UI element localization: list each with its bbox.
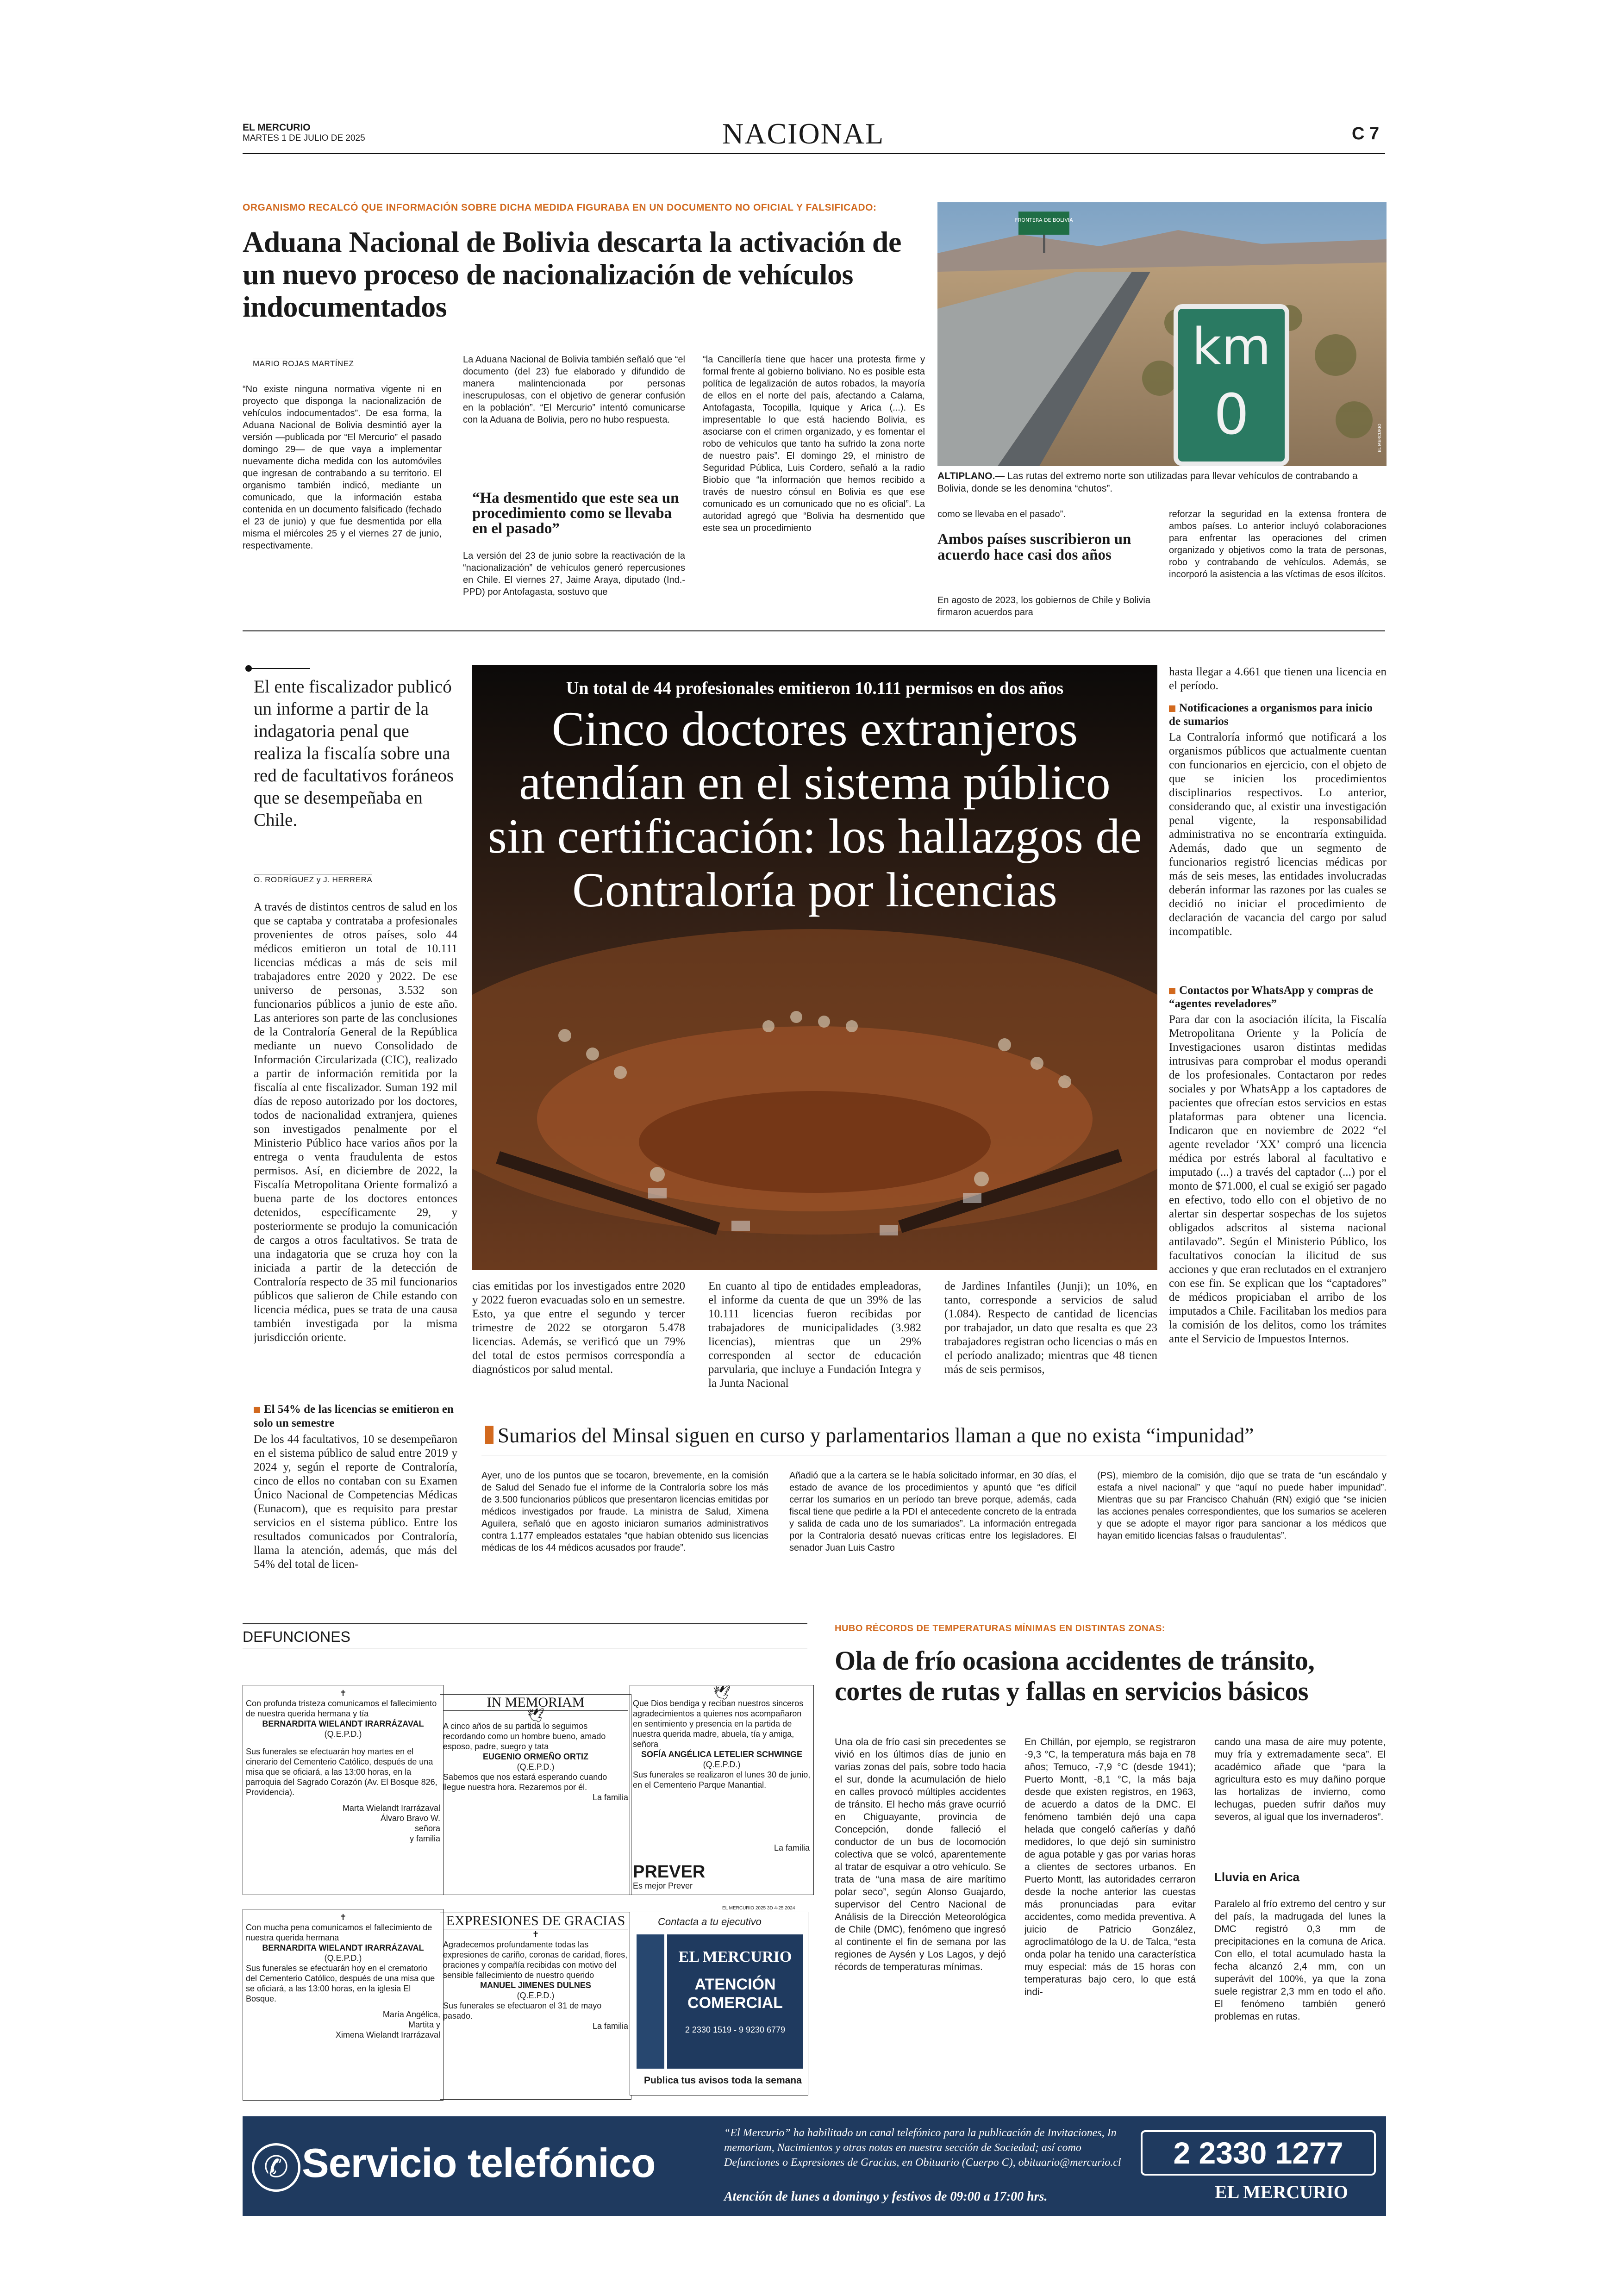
photo-credit: EL MERCURIO [1378, 424, 1382, 452]
ad-phone[interactable]: 2 2330 1277 [1141, 2130, 1376, 2176]
story3-col3: cando una masa de aire muy potente, muy fría y extremadamente seca”. El académico añade que “para la agricultura esto es muy dañino porque las hortalizas de invierno, como lechugas, pueden sufrir daños muy severos, al igual que los invernaderos”. [1214, 1737, 1386, 1822]
ad-phone-image [637, 1934, 664, 2069]
story1-col2a: La Aduana Nacional de Bolivia también señaló que “el documento (del 23) fue elaborado y difundido de manera malintencionada por personas inescrupulosas, con el objetivo de generar confusión en la población”. “El Mercurio” intentó comunicarse con la Aduana de Bolivia, pero no hubo respuesta. [463, 355, 685, 425]
story2-byline: O. RODRÍGUEZ y J. HERRERA [254, 874, 372, 885]
ad-brand: EL MERCURIO [1215, 2182, 1348, 2202]
story2-title: Cinco doctores extranjeros atendían en el sistema público sin certificación: los hallazgos de Contraloría por licencias [487, 702, 1142, 917]
ad-title: Servicio telefónico [302, 2140, 656, 2186]
ad-small-print: EL MERCURIO 2025 3D 4-25 2024 [722, 1906, 795, 1911]
dove-icon: 🕊 [712, 1685, 731, 1701]
phone-icon: ✆ [252, 2143, 300, 2192]
story2-right3: Para dar con la asociación ilícita, la Fiscalía Metropolitana Oriente y la Policía de Investigaciones usaron distintas medidas intrusivas para comprobar el modus operandi de los profesionales. Contactaron por redes sociales y por WhatsApp a los captadores de pacientes que ofrecían estos servicios en estas plataformas para obtener una licencia. Indicaron que en noviembre de 2022 “el agente revelador ‘XX’ compró una licencia médica por estrés laboral al facultativo e imputado (...) a través del captador (...) por el monto de $71.000, el cual se exigió ser pagado en efectivo, todo ello con el objetivo de no alertar sin despertar sospechas de los sujetos obligados adscritos al sistema nacional antilavado”. Según el Ministerio Público, los facultativos conocían la ilicitud de sus acciones y que eran reclutados en el extranjero con ese fin. Se explican que los “captadores” de médicos propiciaban el arribo de los imputados a Chile. Facilitaban los medios para la comisión de los delitos, como los trámites ante el Servicio de Impuestos Internos. [1169, 1013, 1387, 1345]
pullquote-rule [250, 668, 310, 669]
story2-right-subhead2 [1169, 984, 1387, 1010]
square-bullet [254, 1407, 260, 1413]
story1-caption [937, 470, 1387, 495]
page-number: C 7 [1352, 124, 1380, 143]
story2-right1: hasta llegar a 4.661 que tienen una licencia en el período. [1169, 666, 1387, 692]
story2-box-title: Sumarios del Minsal siguen en curso y parlamentarios llaman a que no exista “impunidad” [498, 1424, 1254, 1447]
cross-icon: ✝ [339, 1913, 347, 1922]
obit-sofia [630, 1685, 814, 1895]
story2-below2: En cuanto al tipo de entidades empleadoras, el informe da cuenta de que un 39% de las 10.111 licencias fueron recibidas por trabajadores de municipalidades (3.982 licencias), mientras que un 29% corresponden al sector de educación parvularia, que incluye a Fundación Integra y la Junta Nacional [708, 1280, 921, 1390]
story2-col1: A través de distintos centros de salud en los que se captaba y contrataba a profesionales provenientes de otros países, solo 44 médicos emitieron un total de 10.111 licencias médicas a más de seis mil trabajadores entre 2020 y 2022. De ese universo de personas, 3.532 son funcionarios públicos a junio de este año. Las anteriores son parte de las conclusiones de la Contraloría General de la República mediante un nuevo Consolidado de Información Circularizada (CIC), realizado a partir de información remitida por la fiscalía al ente fiscalizador. Suman 192 mil días de reposo autorizado por los doctores, todos de nacionalidad extranjera, quienes son investigados penalmente por el Ministerio Público hace varios años por la entrega o venta fraudulenta de estos permisos. Así, en diciembre de 2022, la Fiscalía Metropolitana Oriente formalizó a buena parte de los doctores entonces detenidos, específicamente 29, y posteriormente se produjo la comunicación de cargos a otros facultativos. Se trata de una indagatoria que se cruza hoy con la iniciada a partir de la detección de Contraloría respecto de 35 mil funcionarios públicos que salieron de Chile estando con licencia médica, pues se trata de una causa también investigada por la misma jurisdicción oriente. [254, 901, 457, 1344]
ad-contact: Contacta a tu ejecutivo [658, 1916, 762, 1927]
caption-text: Las rutas del extremo norte son utilizadas para llevar vehículos de contrabando a Bolivia, donde se les denomina “chutos”. [937, 471, 1358, 494]
story1-col2b: La versión del 23 de junio sobre la reactivación de la “nacionalización” de vehículos generó repercusiones en Chile. El viernes 27, Jaime Araya, diputado (Ind.-PPD) por Antofagasta, sostuvo que [463, 551, 685, 597]
memoriam-sign: La familia [592, 1793, 628, 1802]
obit2-intro: Con mucha pena comunicamos el fallecimiento de nuestra querida hermana [246, 1923, 432, 1942]
sofia-body: Sus funerales se realizaron el lunes 30 de junio, en el Cementerio Parque Manantial. [633, 1770, 811, 1790]
memoriam-name: EUGENIO ORMEÑO ORTIZ [482, 1752, 588, 1761]
road-sign-text: FRONTERA DE BOLIVIA [1015, 217, 1073, 223]
story3-col3-subhead: Lluvia en Arica [1214, 1870, 1299, 1884]
ad-hours: Atención de lunes a domingo y festivos de 09:00 a 17:00 hrs. [724, 2189, 1048, 2204]
story3-title: Ola de frío ocasiona accidentes de tránsito, cortes de rutas y fallas en servicios básicos [835, 1646, 1315, 1706]
gracias-sign: La familia [592, 2021, 628, 2031]
obit1-body: Sus funerales se efectuarán hoy martes en el cinerario del Cementerio Católico, después de una misa que se oficiará, a las 13:00 horas, en la parroquia del Sagrado Corazón (Av. El Bosque 826, Providencia). [246, 1747, 437, 1797]
gracias-header: EXPRESIONES DE GRACIAS [443, 1916, 628, 1929]
prever-tagline: Es mejor Prever [633, 1881, 693, 1890]
story2-col1-subhead [254, 1403, 457, 1430]
ad-text: “El Mercurio” ha habilitado un canal telefónico para la publicación de Invitaciones, In memoriam, Nacimientos y otras notas en nuestra sección de Sociedad; así como Defunciones o Expresiones de Gracias, en Obituario (Cuerpo C), obituario@mercurio.cl [724, 2127, 1121, 2169]
obit-1 [243, 1685, 443, 1895]
ad-service: ATENCIÓN COMERCIAL [687, 1976, 783, 2012]
servicio-telefonico-ad [243, 2116, 1386, 2216]
sofia-intro: Que Dios bendiga y reciban nuestros sinceros agradecimientos a quienes nos acompañaron en sentimiento y presencia en la partida de nuestra querida madre, abuela, tía y amiga, señora [633, 1699, 804, 1749]
obit-2 [243, 1909, 443, 2101]
ad-footer: Publica tus avisos toda la semana [644, 2075, 802, 2086]
story2-right2: La Contraloría informó que notificará a los organismos públicos que actualmente cuentan con funcionarios en ejercicio, con el objeto de que se inicien los procedimientos disciplinarios respectivos. Lo anterior, considerando que, al existir una investigación penal vigente, la responsabilidad administrativa no se encontraría extinguida. Además, dado que un segmento de funcionarios registró licencias médicas por más de seis meses, las entidades involucradas deberán informar las razones por las cuales se decidió no iniciar el procedimiento de declaración de vacancia del cargo por salud incompatible. [1169, 731, 1387, 938]
defunciones-top-rule [243, 1623, 807, 1624]
dove-icon: 🕊 [526, 1708, 545, 1723]
memoriam-qepd: (Q.E.P.D.) [517, 1762, 555, 1771]
story1-col4-subhead: Ambos países suscribieron un acuerdo hace casi dos años [937, 531, 1131, 563]
story3-kicker: HUBO RÉCORDS DE TEMPERATURAS MÍNIMAS EN DISTINTAS ZONAS: [835, 1623, 1165, 1634]
masthead-date: MARTES 1 DE JULIO DE 2025 [243, 133, 365, 143]
story1-col5: reforzar la seguridad en la extensa frontera de ambos países. Lo anterior incluyó colaboraciones para enfrentar las operaciones del crimen organizado y objetivos como la trata de personas, robo y contrabando de vehículos. Además, se incorporó la asistencia a las víctimas de esos ilícitos. [1169, 509, 1387, 580]
ad-phones: 2 2330 1519 - 9 9230 6779 [685, 2025, 786, 2034]
right-subhead1-text: Notificaciones a organismos para inicio de sumarios [1169, 702, 1373, 728]
defunciones-header: DEFUNCIONES [243, 1628, 350, 1645]
story3-col1: Una ola de frío casi sin precedentes se vivió en los últimos días de junio en varias zonas del país, sobre todo hacia el sur, donde la acumulación de hielo en calles provocó múltiples accidentes de tránsito. El hecho más grave ocurrió en Chiguayante, provincia de Concepción, donde falleció el conductor de un bus de locomoción colectiva que se volcó, aparentemente al tratar de esquivar a otro vehículo. Se trata de “una masa de aire marítimo polar seco”, según Alonso Guajardo, supervisor del Centro Nacional de Análisis de la Dirección Meteorológica de Chile (DMC), fenómeno que ingresó al continente el fin de semana por las regiones de Aysén y Los Lagos, y dejó récords de temperaturas mínimas. [835, 1737, 1006, 1972]
section-title: NACIONAL [722, 117, 885, 150]
story2-photo [472, 665, 1157, 1270]
memoriam-body: Sabemos que nos estará esperando cuando llegue nuestra hora. Rezaremos por él. [443, 1772, 607, 1792]
masthead-paper: EL MERCURIO [243, 122, 311, 133]
cross-icon: ✝ [532, 1930, 539, 1939]
gracias-intro: Agradecemos profundamente todas las expresiones de cariño, coronas de caridad, flores, oraciones y compañía recibidas con motivo del sensible fallecimiento de nuestro querido [443, 1940, 628, 1980]
story2-box1: Ayer, uno de los puntos que se tocaron, brevemente, en la comisión de Salud del Senado fue el informe de la Contraloría sobre los más de 3.500 funcionarios públicos que presentaron licencias emitidas por médicos investigados por fraude. La ministra de Salud, Ximena Aguilera, señaló que en agosto iniciaron sumarios administrativos contra 1.177 empleados estatales “que habían obtenido sus licencias médicas de los 44 médicos acusados por fraude”. [481, 1471, 768, 1553]
obit1-qepd: (Q.E.P.D.) [324, 1729, 362, 1739]
square-bullet [1169, 705, 1175, 712]
story2-pullquote: El ente fiscalizador publicó un informe a partir de la indagatoria penal que realiza la fiscalía sobre una red de facultativos foráneos que se desempeñaba en Chile. [254, 677, 454, 830]
sofia-sign: La familia [774, 1843, 810, 1852]
caption-lead: ALTIPLANO.— [937, 471, 1005, 481]
header-rule [243, 153, 1385, 154]
story1-col1: “No existe ninguna normativa vigente ni en proyecto que disponga la nacionalización de vehículos indocumentados”. De esa forma, la Aduana Nacional de Bolivia desmintió ayer la versión —publicada por “El Mercurio” el pasado domingo 29— de que vaya a implementar nuevamente dicha medida con los automóviles que ingresan de contrabando a su territorio. El organismo también indicó, mediante un comunicado, que la información estaba contenida en un documento falsificado (fechado el 23 de junio) y que fue desmentida por ella misma el miércoles 25 y el viernes 27 de junio, respectivamente. [243, 384, 442, 551]
story2-right-subhead1 [1169, 701, 1387, 728]
story2-below3: de Jardines Infantiles (Junji); un 10%, en tanto, corresponde a servicios de salud (1.084). Respecto de cantidad de licencias por trabajador, un dato que resalta es que 23 trabajadores registran ocho licencias o más en el período analizado; mientras que 48 tienen más de seis permisos, [944, 1280, 1157, 1376]
story1-col2-subhead: “Ha desmentido que este sea un procedimiento como se llevaba en el pasado” [472, 490, 679, 537]
sofia-name: SOFÍA ANGÉLICA LETELIER SCHWINGE [641, 1750, 802, 1759]
obit1-intro: Con profunda tristeza comunicamos el fallecimiento de nuestra querida hermana y tía [246, 1699, 437, 1718]
story2-box3: (PS), miembro de la comisión, dijo que se trata de “un escándalo y estafa a nivel nacional” y que “aquí no puede haber impunidad”. Mientras que su par Francisco Chahuán (RN) exigió que “se inicien las acciones penales correspondientes, que los sumarios se aceleren y que se adopte el mayor rigor para sancionar a los médicos que hayan emitido licencias falsas o fraudulentas”. [1097, 1471, 1387, 1541]
gracias-qepd: (Q.E.P.D.) [517, 1991, 555, 2000]
section-divider [243, 630, 1385, 631]
atencion-comercial-ad [630, 1912, 808, 2095]
obit2-body: Sus funerales se efectuarán hoy en el crematorio del Cementerio Católico, después de una misa que se oficiará, a las 13:00 horas, en la iglesia El Bosque. [246, 1964, 435, 2003]
memoriam-header: IN MEMORIAM [443, 1697, 628, 1711]
story2-kicker: Un total de 44 profesionales emitieron 10.111 permisos en dos años [566, 679, 1064, 698]
obit1-name: BERNARDITA WIELANDT IRARRÁZAVAL [262, 1719, 424, 1728]
story2-below1: cias emitidas por los investigados entre 2020 y 2022 fueron evacuadas solo en un semestre. Esto, ya que entre el segundo y tercer trimestre de 2022 se otorgaron 5.478 licencias. Además, se verificó que un 79% del total de estos permisos correspondía a diagnósticos por salud mental. [472, 1280, 685, 1376]
square-bullet [1169, 988, 1175, 994]
story1-col4a: como se llevaba en el pasado”. [937, 509, 1066, 519]
story1-byline: MARIO ROJAS MARTÍNEZ [253, 358, 354, 368]
memoriam-intro: A cinco años de su partida lo seguimos recordando como un hombre bueno, amado esposo, padre, suegro y tata [443, 1721, 606, 1751]
gracias-body: Sus funerales se efectuaron el 31 de mayo pasado. [443, 2001, 602, 2021]
expresiones-gracias [440, 1913, 631, 2100]
story2-col1b: De los 44 facultativos, 10 se desempeñaron en el sistema público de salud entre 2019 y 2024 y, según el reporte de Contraloría, cinco de ellos no contaban con su Examen Único Nacional de Competencias Médicas (Eunacom), que es requisito para prestar servicios en el sistema público. Entre los resultados comunicados por Contraloría, llama la atención, además, que más del 54% del total de licen- [254, 1433, 457, 1571]
story2-box2: Añadió que a la cartera se le había solicitado informar, en 30 días, el estado de avance de los procedimientos y apuntó que “es difícil cerrar los sumarios en un período tan breve porque, además, cada fiscal tiene que pedirle a la PDI el antecedente concreto de la entrada y salida de cada uno de los sumariados”. La información entregada por la Contraloría desató nuevas críticas entre los legisladores. El senador Juan Luis Castro [789, 1471, 1076, 1553]
prever-logo: PREVER [633, 1862, 706, 1882]
svg-text:0: 0 [1213, 383, 1249, 447]
story1-kicker: ORGANISMO RECALCÓ QUE INFORMACIÓN SOBRE DICHA MEDIDA FIGURABA EN UN DOCUMENTO NO OFICIAL Y FALSIFICADO: [243, 202, 877, 213]
obit1-sign: Marta Wielandt Irarrázaval Álvaro Bravo W. señora y familia [342, 1803, 440, 1843]
cross-icon: ✝ [339, 1689, 347, 1698]
story1-title: Aduana Nacional de Bolivia descarta la activación de un nuevo proceso de nacionalización de vehículos indocumentados [243, 225, 901, 323]
obit2-sign: María Angélica, Martita y Ximena Wielandt Irarrázaval [335, 2010, 440, 2039]
sofia-qepd: (Q.E.P.D.) [703, 1760, 741, 1769]
gracias-name: MANUEL JIMENES DULNES [480, 1981, 591, 1990]
col1-subhead-text: El 54% de las licencias se emitieron en solo un semestre [254, 1403, 454, 1429]
story3-col3b: Paralelo al frío extremo del centro y sur del país, la madrugada del lunes la DMC registró 0,3 mm de precipitaciones en la comuna de Arica. Con ello, el total acumulado hasta la fecha alcanzó 2,4 mm, con un superávit del 100%, ya que la zona suele registrar 2,3 mm en todo el año. El fenómeno también generó problemas en rutas. [1214, 1899, 1386, 2022]
story1-col4b: En agosto de 2023, los gobiernos de Chile y Bolivia firmaron acuerdos para [937, 595, 1150, 617]
ad-brand: EL MERCURIO [678, 1948, 792, 1965]
obit2-qepd: (Q.E.P.D.) [324, 1953, 362, 1963]
story1-col3: “la Cancillería tiene que hacer una protesta firme y formal frente al gobierno boliviano. No es posible esta política de legalización de autos robados, la mayoría de ellos en el norte del país, afectando a Calama, Antofagasta, Tocopilla, Iquique y Arica (...). Es impresentable lo que está haciendo Bolivia, es asociarse con el crimen organizado, y es fomentar el robo de vehículos que tanto ha sufrido la zona norte de nuestro país”. El domingo 29, el ministro de Seguridad Pública, Luis Cordero, señaló a la radio Biobío que “la información que hemos recibido a través de nuestro cónsul en Bolivia es que ese comunicado es un comunicado que no es oficial”. La autoridad agregó que “Bolivia ha desmentido que este sea un procedimiento [703, 355, 925, 533]
svg-text:km: km [1192, 317, 1271, 376]
obit2-name: BERNARDITA WIELANDT IRARRÁZAVAL [262, 1943, 424, 1952]
in-memoriam [440, 1694, 631, 1895]
story2-box-marker [485, 1426, 493, 1444]
story3-col2: En Chillán, por ejemplo, se registraron -9,3 °C, la temperatura más baja en 78 años; Temuco, -7,9 °C (desde 1941); Puerto Montt, -8,1 °C, la más baja desde que existen registros, en 1963, de acuerdo a datos de la DMC. El fenómeno también dejó una capa helada que congeló cañerías y dañó medidores, lo que dejó sin suministro de agua potable y gas por varias horas a clientes de sectores urbanos. En Puerto Montt, las autoridades cerraron desde la noche anterior las cuestas más pronunciadas para evitar accidentes, como medida preventiva. A juicio de Patricio González, agroclimatólogo de la U. de Talca, “esta onda polar ha tenido una característica muy especial: más de 15 horas con temperaturas bajo cero, lo que está indi- [1024, 1737, 1196, 1997]
right-subhead2-text: Contactos por WhatsApp y compras de “agentes reveladores” [1169, 984, 1374, 1010]
story1-photo [937, 202, 1387, 466]
